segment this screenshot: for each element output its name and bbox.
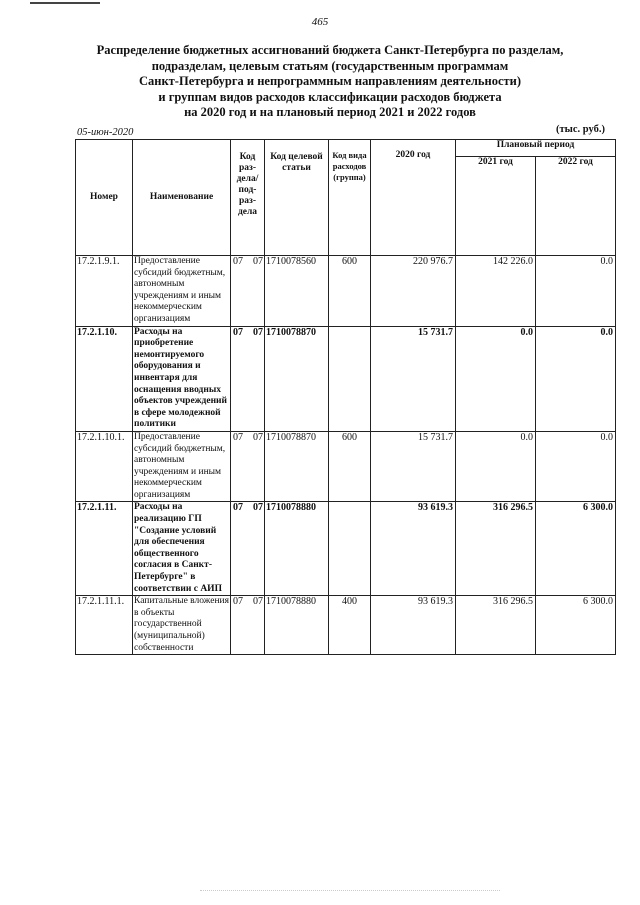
row-2022: 0.0 <box>536 326 616 431</box>
page-number: 465 <box>311 16 329 28</box>
row-2021: 0.0 <box>456 431 536 502</box>
table-row <box>76 596 616 655</box>
row-target: 1710078870 <box>265 431 329 502</box>
row-2021: 316 296.5 <box>456 596 536 655</box>
row-kind: 600 <box>329 431 371 502</box>
row-target: 1710078880 <box>265 596 329 655</box>
header-2020: 2020 год <box>371 140 456 256</box>
row-section: 07 <box>231 326 247 431</box>
header-target-code: Код целевой статьи <box>265 140 329 256</box>
row-2022: 6 300.0 <box>536 502 616 596</box>
header-2022: 2022 год <box>536 157 616 256</box>
document-title <box>60 43 600 121</box>
title-line: и группам видов расходов классификации расходов бюджета <box>158 89 502 104</box>
row-section: 07 <box>231 256 247 327</box>
units-label: (тыс. руб.) <box>556 124 605 135</box>
header-kind-code: Код вида расходов (группа) <box>329 140 371 256</box>
row-2022: 6 300.0 <box>536 596 616 655</box>
table-row <box>76 431 616 502</box>
row-section: 07 <box>231 502 247 596</box>
row-target: 1710078880 <box>265 502 329 596</box>
row-2021: 0.0 <box>456 326 536 431</box>
row-target: 1710078870 <box>265 326 329 431</box>
header-2021: 2021 год <box>456 157 536 256</box>
document-date: 05-июн-2020 <box>77 127 134 138</box>
row-2022: 0.0 <box>536 431 616 502</box>
row-2020: 220 976.7 <box>371 256 456 327</box>
row-name: Капитальные вложения в объекты государственной (муниципальной) собственности <box>133 596 231 655</box>
row-subsection: 07 <box>247 596 265 655</box>
row-2020: 93 619.3 <box>371 502 456 596</box>
table-row <box>76 502 616 596</box>
row-number: 17.2.1.10.1. <box>76 431 133 502</box>
row-name: Предоставление субсидий бюджетным, автономным учреждениям и иным некоммерческим организациям <box>133 431 231 502</box>
table-row <box>76 256 616 327</box>
table-row <box>76 326 616 431</box>
row-subsection: 07 <box>247 256 265 327</box>
row-2020: 15 731.7 <box>371 431 456 502</box>
row-target: 1710078560 <box>265 256 329 327</box>
row-section: 07 <box>231 596 247 655</box>
row-section: 07 <box>231 431 247 502</box>
header-name: Наименование <box>133 140 231 256</box>
title-line: Распределение бюджетных ассигнований бюджета Санкт-Петербурга по разделам, <box>96 43 564 57</box>
row-kind: 600 <box>329 256 371 327</box>
row-number: 17.2.1.10. <box>76 326 133 431</box>
row-name: Расходы на приобретение немонтируемого оборудования и инвентаря для оснащения вводных объектов учреждений в сфере молодежной политики <box>133 326 231 431</box>
row-2021: 316 296.5 <box>456 502 536 596</box>
row-kind: 400 <box>329 596 371 655</box>
title-line: на 2020 год и на плановый период 2021 и 2022 годов <box>184 105 476 119</box>
header-planned-period: Плановый период <box>456 140 616 157</box>
top-rule <box>30 2 100 4</box>
header-section-code: Код раз-дела/ под-раз-дела <box>231 140 265 256</box>
title-line: подразделам, целевым статьям (государственным программам <box>151 58 509 73</box>
footer-marks <box>200 890 500 897</box>
header-number: Номер <box>76 140 133 256</box>
row-name: Предоставление субсидий бюджетным, автономным учреждениям и иным некоммерческим организациям <box>133 256 231 327</box>
row-2020: 15 731.7 <box>371 326 456 431</box>
row-subsection: 07 <box>247 326 265 431</box>
row-kind <box>329 502 371 596</box>
row-subsection: 07 <box>247 431 265 502</box>
row-2022: 0.0 <box>536 256 616 327</box>
row-kind <box>329 326 371 431</box>
row-2020: 93 619.3 <box>371 596 456 655</box>
row-number: 17.2.1.11.1. <box>76 596 133 655</box>
row-number: 17.2.1.9.1. <box>76 256 133 327</box>
budget-table <box>75 139 616 655</box>
row-2021: 142 226.0 <box>456 256 536 327</box>
title-line: Санкт-Петербурга и непрограммным направлениям деятельности) <box>138 74 521 88</box>
row-name: Расходы на реализацию ГП "Создание условий для обеспечения общественного согласия в Санкт-Петербурге" в соответствии с АИП <box>133 502 231 596</box>
row-subsection: 07 <box>247 502 265 596</box>
row-number: 17.2.1.11. <box>76 502 133 596</box>
